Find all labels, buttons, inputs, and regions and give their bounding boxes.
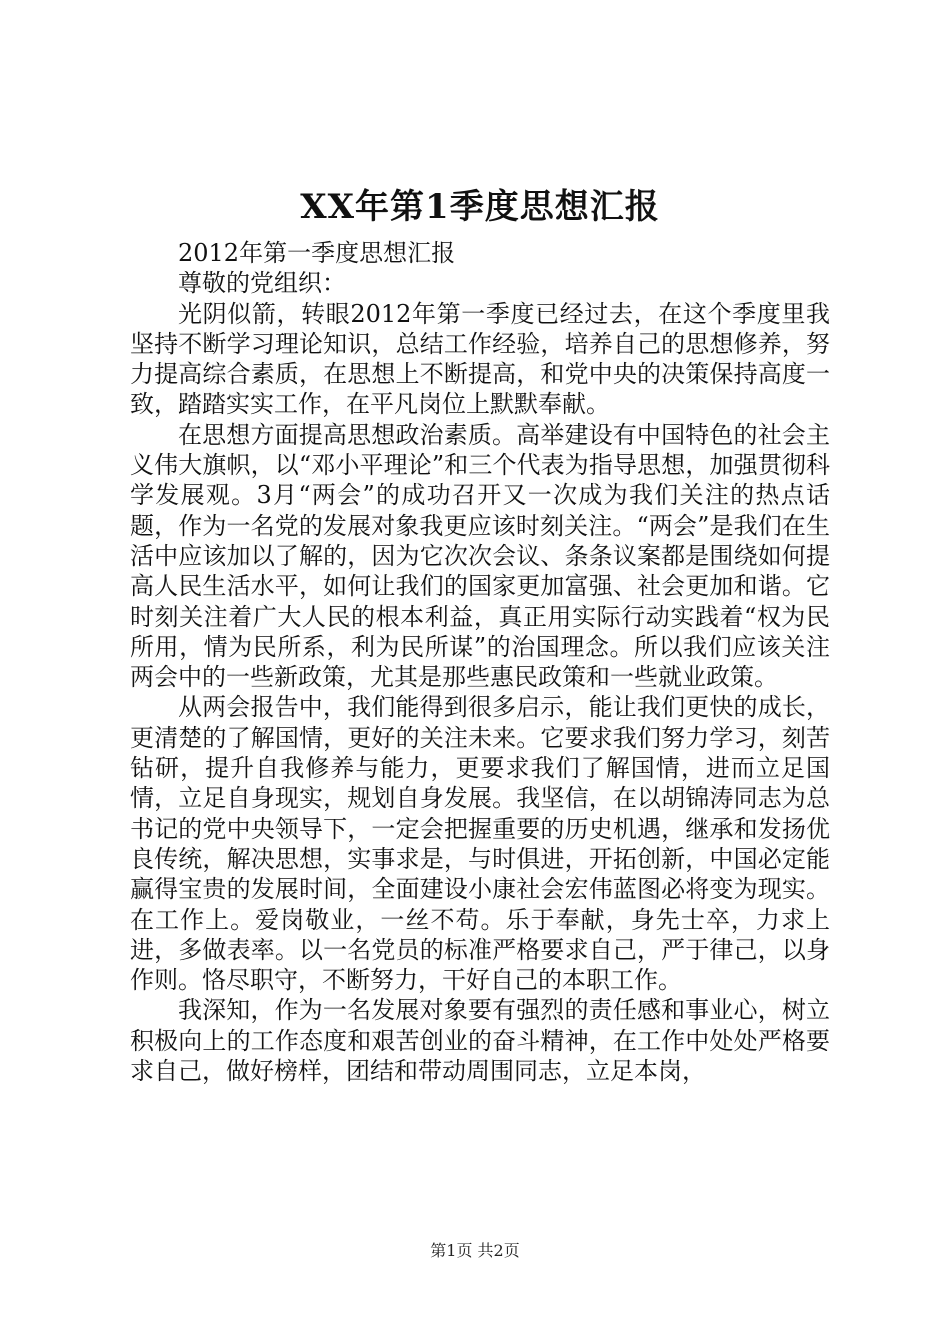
salutation: 尊敬的党组织：	[178, 269, 346, 298]
document-title: XX年第1季度思想汇报	[300, 187, 660, 227]
body-paragraph: 我深知，作为一名发展对象要有强烈的责任感和事业心，树立积极向上的工作态度和艰苦创业的奋斗精神，在工作中处处严格要求自己，做好榜样，团结和带动周围同志，立足本岗，	[130, 996, 830, 1086]
page-footer: 第1页 共2页	[430, 1241, 520, 1260]
body-paragraph: 从两会报告中，我们能得到很多启示，能让我们更快的成长，更清楚的了解国情，更好的关注未来。它要求我们努力学习，刻苦钻研，提升自我修养与能力，更要求我们了解国情，进而立足国情，立足自身现实，规划自身发展。我坚信，在以胡锦涛同志为总书记的党中央领导下，一定会把握重要的历史机遇，继承和发扬优良传统，解决思想，实事求是，与时俱进，开拓创新，中国必定能赢得宝贵的发展时间，全面建设小康社会宏伟蓝图必将变为现实。在工作上。爱岗敬业，一丝不苟。乐于奉献，身先士卒，力求上进，多做表率。以一名党员的标准严格要求自己，严于律己，以身作则。恪尽职守，不断努力，干好自己的本职工作。	[130, 693, 830, 995]
subtitle-line: 2012年第一季度思想汇报	[178, 239, 456, 267]
document-page	[130, 180, 830, 1086]
body-paragraph: 光阴似箭，转眼2012年第一季度已经过去，在这个季度里我坚持不断学习理论知识，总结工作经验，培养自己的思想修养，努力提高综合素质，在思想上不断提高，和党中央的决策保持高度一致，踏踏实实工作，在平凡岗位上默默奉献。	[130, 299, 830, 419]
body-paragraph: 在思想方面提高思想政治素质。高举建设有中国特色的社会主义伟大旗帜，以“邓小平理论”和三个代表为指导思想，加强贯彻科学发展观。3月“两会”的成功召开又一次成为我们关注的热点话题，作为一名党的发展对象我更应该时刻关注。“两会”是我们在生活中应该加以了解的，因为它次次会议、条条议案都是围绕如何提高人民生活水平，如何让我们的国家更加富强、社会更加和谐。它时刻关注着广大人民的根本利益，真正用实际行动实践着“权为民所用，情为民所系，利为民所谋”的治国理念。所以我们应该关注两会中的一些新政策，尤其是那些惠民政策和一些就业政策。	[130, 420, 830, 692]
